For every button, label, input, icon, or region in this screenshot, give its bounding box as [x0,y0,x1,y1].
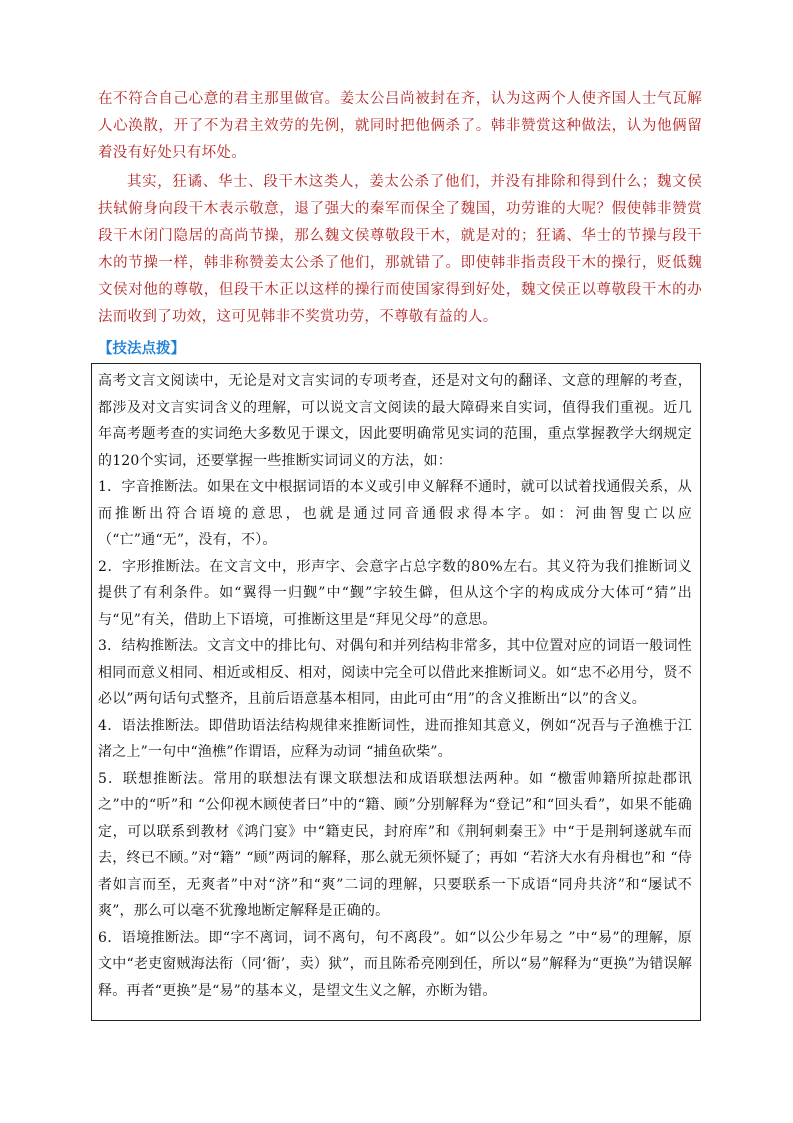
analysis-translation [98,86,702,331]
tips-item-association: 5．联想推断法。常用的联想法有课文联想法和成语联想法两种。如 “檄雷帅籍所掠赴郡讯之”中的“听”和 “公仰视木顾使者曰”中的“籍、顾”分别解释为“登记”和“回头看”，如果不能确定，可以联系到教材《鸿门宴》中“籍吏民，封府库”和《荆轲刺秦王》中“于是荆轲遂就车而去，终已不顾。”对“籍” “顾”两词的解释，那么就无须怀疑了；再如 “若济大水有舟楫也”和 “侍者如言而至，无爽者”中对“济”和“爽”二词的理解，只要联系一下成语“同舟共济”和“屡试不爽”，那么可以毫不犹豫地断定解释是正确的。 [98,770,692,919]
tips-intro: 高考文言文阅读中，无论是对文言实词的专项考查，还是对文句的翻译、文意的理解的考查，都涉及对文言实词含义的理解，可以说文言文阅读的最大障碍来自实词，值得我们重视。近几年高考题考查的实词绝大多数见于课文，因此要明确常见实词的范围，重点掌握教学大纲规定的120个实词，还要掌握一些推断实词词义的方法，如： [98,373,692,469]
analysis-paragraph: 其实，狂谲、华士、段干木这类人，姜太公杀了他们，并没有排除和得到什么；魏文侯扶轼俯身向段干木表示敬意，退了强大的秦军而保全了魏国，功劳谁的大呢？假使韩非赞赏段干木闭门隐居的高尚节操，那么魏文侯尊敬段干木，就是对的；狂谲、华士的节操与段干木的节操一样，韩非称赞姜太公杀了他们，那就错了。即使韩非指责段干木的操行，贬低魏文侯对他的尊敬，但段干木正以这样的操行而使国家得到好处，魏文侯正以尊敬段干木的办法而收到了功效，这可见韩非不奖赏功劳，不尊敬有益的人。 [98,174,702,325]
tips-item-form: 2．字形推断法。在文言文中，形声字、会意字占总字数的80%左右。其义符为我们推断词义提供了有利条件。如“翼得一归觐”中“觐”字较生僻，但从这个字的构成成分大体可“猜”出与“见”有关，借助上下语境，可推断这里是“拜见父母”的意思。 [98,558,692,628]
tips-item-structure: 3．结构推断法。文言文中的排比句、对偶句和并列结构非常多，其中位置对应的词语一般词性相同而意义相同、相近或相反、相对，阅读中完全可以借此来推断词义。如“忠不必用兮，贤不必以”两句话句式整齐，且前后语意基本相同，由此可由“用”的含义推断出“以”的含义。 [98,638,692,707]
tips-item-grammar: 4．语法推断法。即借助语法结构规律来推断词性，进而推知其意义，例如“况吾与子渔樵于江渚之上”一句中“渔樵”作谓语，应释为动词 “捕鱼砍柴”。 [98,717,692,760]
section-heading-technique: 【技法点拨】 [98,341,185,357]
tips-item-context: 6．语境推断法。即“字不离词，词不离句，句不离段”。如“以公少年易之 ”中“易”的理解，原文中“老吏窗贼海法衔（同‘衙’，卖）狱”，而且陈希亮刚到任，所以“易”解释为“更换”为错误解释。再者“更换”是“易”的基本义，是望文生义之解，亦断为错。 [98,929,692,999]
tips-item-sound: 1．字音推断法。如果在文中根据词语的本义或引申义解释不通时，就可以试着找通假关系，从而推断出符合语境的意思，也就是通过同音通假求得本字。如：河曲智叟亡以应（“亡”通“无”，没有，不）。 [98,479,692,548]
technique-tips-box [91,363,701,1021]
analysis-paragraph: 在不符合自己心意的君主那里做官。姜太公吕尚被封在齐，认为这两个人使齐国人士气瓦解人心涣散，开了不为君主效劳的先例，就同时把他俩杀了。韩非赞赏这种做法，认为他俩留着没有好处只有坏处。 [98,91,702,161]
